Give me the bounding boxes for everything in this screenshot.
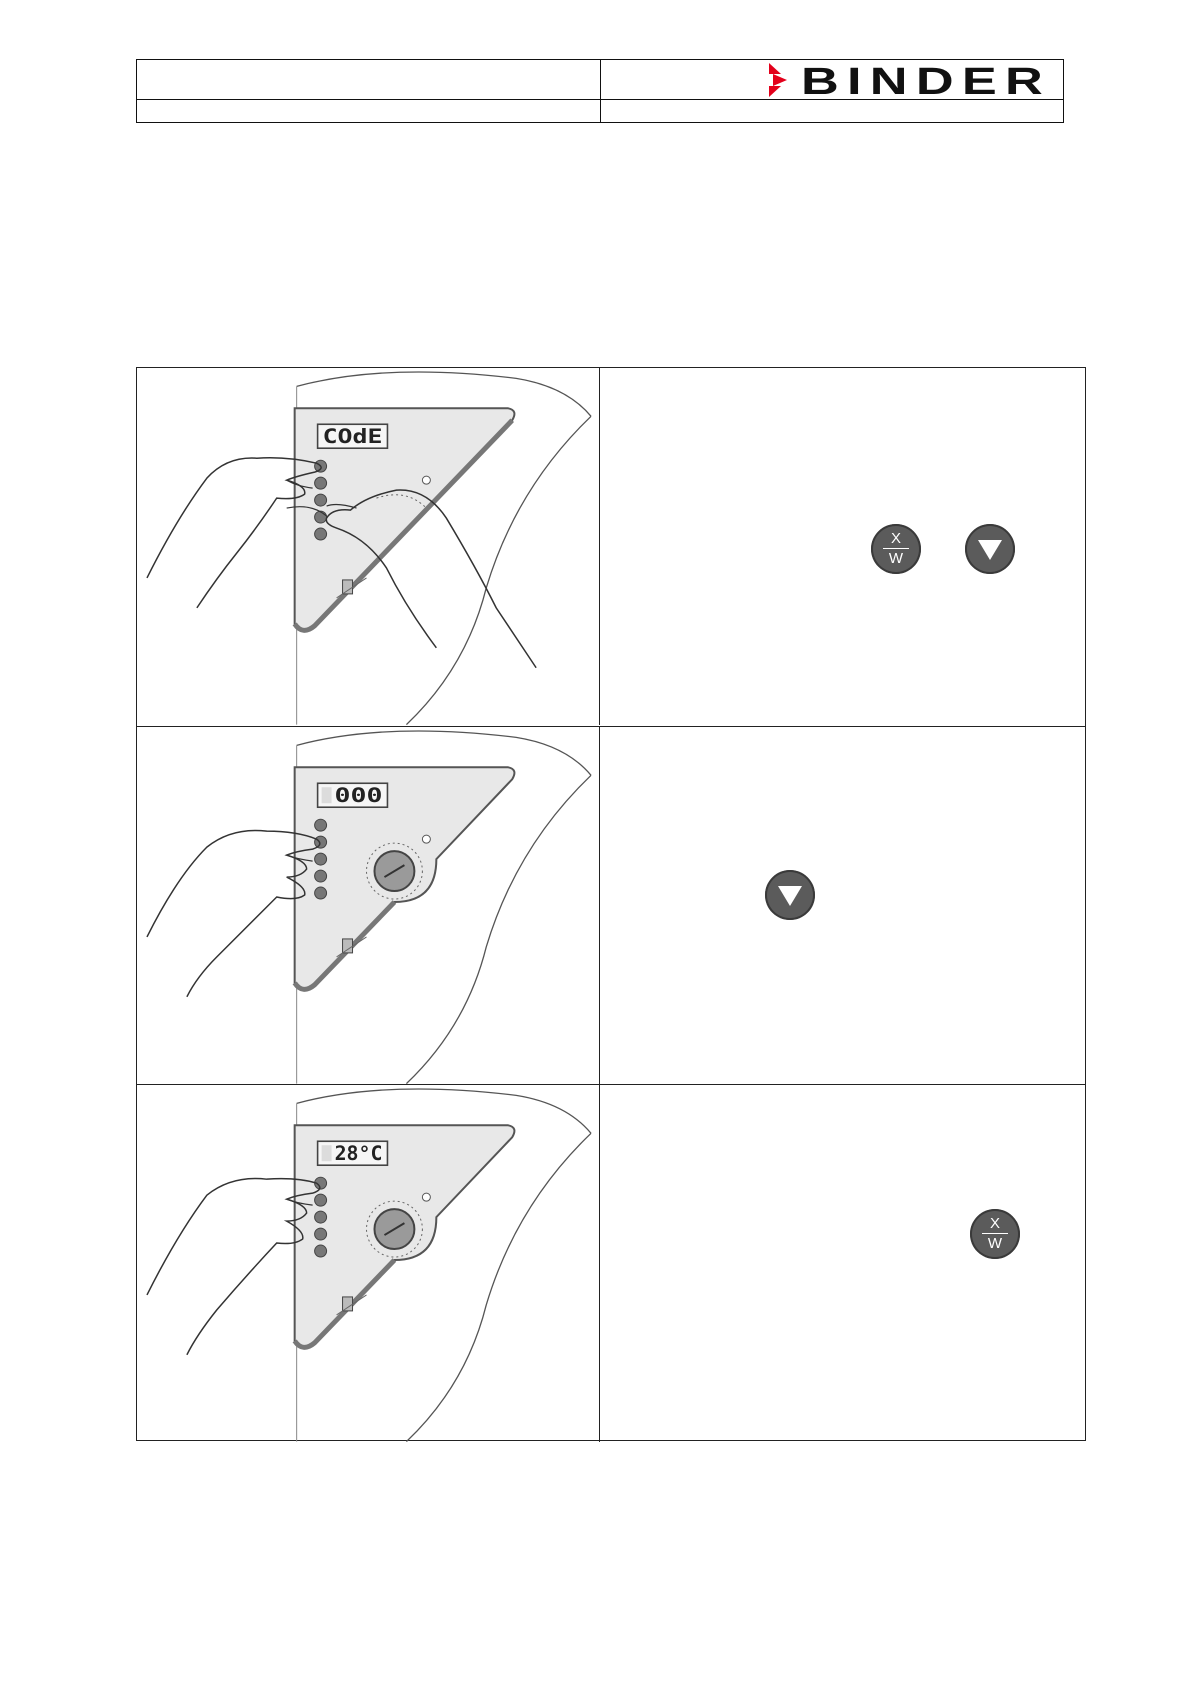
- controller-illustration-3: [137, 1085, 600, 1442]
- down-arrow-icon: [965, 524, 1015, 574]
- display-readout-2: 000: [334, 783, 383, 808]
- step-row-2: [137, 726, 1085, 1084]
- down-arrow-button: [965, 524, 1015, 574]
- step-row-3: [137, 1084, 1085, 1442]
- down-arrow-icon: [765, 870, 815, 920]
- binder-logo: [767, 62, 1057, 98]
- xw-fraction-bar: [982, 1233, 1008, 1234]
- controller-illustration-2: [137, 727, 600, 1084]
- xw-bottom-label: W: [888, 550, 904, 567]
- display-readout-3: 28°C: [334, 1141, 383, 1166]
- display-readout-1: COdE: [322, 424, 383, 449]
- instruction-table: [136, 367, 1086, 1441]
- header-divider-vertical: [600, 60, 601, 122]
- step-text-2: [601, 727, 1085, 1084]
- controller-illustration-1: [137, 368, 600, 725]
- setpoint-xw-button: [970, 1209, 1020, 1259]
- step-row-1: [137, 368, 1085, 725]
- setpoint-xw-button: [871, 524, 921, 574]
- page-header-table: [136, 59, 1064, 123]
- xw-top-label: X: [890, 530, 901, 547]
- brand-text: BINDER: [801, 62, 1051, 98]
- step-text-3: [601, 1085, 1085, 1442]
- xw-top-label: X: [989, 1215, 1000, 1232]
- step-text-1: [601, 368, 1085, 725]
- down-arrow-button: [765, 870, 815, 920]
- xw-fraction-bar: [883, 548, 909, 549]
- header-divider-horizontal: [137, 99, 1063, 100]
- xw-bottom-label: W: [987, 1235, 1003, 1252]
